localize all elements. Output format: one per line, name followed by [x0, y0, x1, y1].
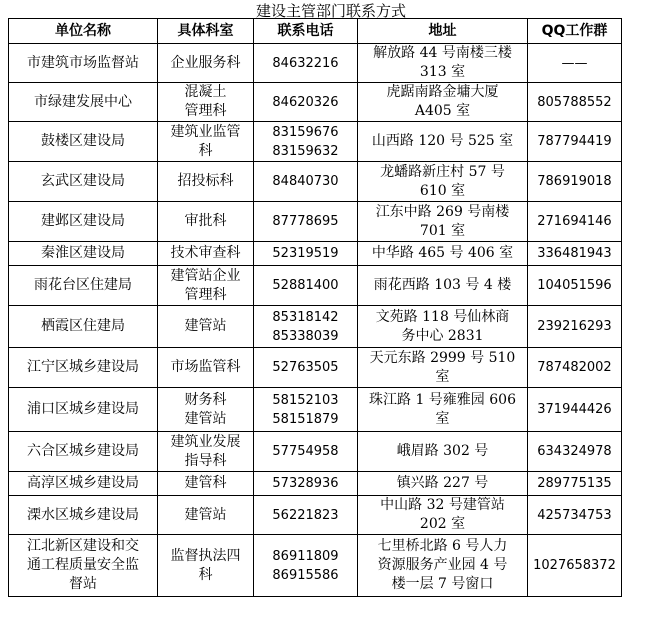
table-row: [9, 162, 622, 202]
table-row: [9, 388, 622, 432]
table-row: [9, 83, 622, 122]
qq-cell: 787482002: [528, 348, 622, 388]
table-body: [9, 44, 622, 597]
qq-cell: 787794419: [528, 122, 622, 162]
qq-cell: 239216293: [528, 306, 622, 348]
address-cell: 天元东路 2999 号 510 室: [358, 348, 528, 388]
unit-cell: 雨花台区住建局: [9, 266, 158, 306]
header-qq: QQ工作群: [528, 19, 622, 44]
dept-cell: 建管科: [158, 472, 254, 496]
unit-cell: 六合区城乡建设局: [9, 432, 158, 472]
address-cell: 江东中路 269 号南楼 701 室: [358, 202, 528, 242]
unit-cell: 市建筑市场监督站: [9, 44, 158, 83]
unit-cell: 建邺区建设局: [9, 202, 158, 242]
address-cell: 山西路 120 号 525 室: [358, 122, 528, 162]
dept-cell: 混凝土 管理科: [158, 83, 254, 122]
phone-cell: 86911809 86915586: [254, 535, 358, 597]
address-cell: 七里桥北路 6 号人力 资源服务产业园 4 号 楼一层 7 号窗口: [358, 535, 528, 597]
address-cell: 解放路 44 号南楼三楼 313 室: [358, 44, 528, 83]
unit-cell: 玄武区建设局: [9, 162, 158, 202]
address-cell: 中山路 32 号建管站 202 室: [358, 496, 528, 535]
table-row: [9, 266, 622, 306]
dept-cell: 建筑业监管 科: [158, 122, 254, 162]
phone-cell: 85318142 85338039: [254, 306, 358, 348]
phone-cell: 56221823: [254, 496, 358, 535]
dept-cell: 企业服务科: [158, 44, 254, 83]
header-phone: 联系电话: [254, 19, 358, 44]
dept-cell: 审批科: [158, 202, 254, 242]
table-row: [9, 202, 622, 242]
table-row: [9, 348, 622, 388]
phone-cell: 57754958: [254, 432, 358, 472]
phone-cell: 57328936: [254, 472, 358, 496]
table-row: [9, 472, 622, 496]
qq-cell: 425734753: [528, 496, 622, 535]
phone-cell: 58152103 58151879: [254, 388, 358, 432]
header-dept: 具体科室: [158, 19, 254, 44]
phone-cell: 84632216: [254, 44, 358, 83]
table-caption: 建设主管部门联系方式: [255, 2, 406, 20]
header-address: 地址: [358, 19, 528, 44]
qq-cell: 805788552: [528, 83, 622, 122]
address-cell: 文苑路 118 号仙林商 务中心 2831: [358, 306, 528, 348]
dept-cell: 监督执法四 科: [158, 535, 254, 597]
qq-cell: 634324978: [528, 432, 622, 472]
address-cell: 峨眉路 302 号: [358, 432, 528, 472]
dept-cell: 建管站: [158, 306, 254, 348]
header-unit: 单位名称: [9, 19, 158, 44]
address-cell: 龙蟠路新庄村 57 号 610 室: [358, 162, 528, 202]
unit-cell: 市绿建发展中心: [9, 83, 158, 122]
qq-cell: 786919018: [528, 162, 622, 202]
table-row: [9, 122, 622, 162]
header-row: [9, 19, 622, 44]
unit-cell: 鼓楼区建设局: [9, 122, 158, 162]
phone-cell: 52881400: [254, 266, 358, 306]
phone-cell: 83159676 83159632: [254, 122, 358, 162]
table-row: [9, 496, 622, 535]
table-row: [9, 432, 622, 472]
address-cell: 珠江路 1 号雍雅园 606 室: [358, 388, 528, 432]
dept-cell: 财务科 建管站: [158, 388, 254, 432]
address-cell: 虎踞南路金墉大厦 A405 室: [358, 83, 528, 122]
unit-cell: 栖霞区住建局: [9, 306, 158, 348]
table-row: [9, 306, 622, 348]
address-cell: 雨花西路 103 号 4 楼: [358, 266, 528, 306]
qq-cell: 336481943: [528, 242, 622, 266]
table-row: [9, 535, 622, 597]
dept-cell: 建管站: [158, 496, 254, 535]
table-row: [9, 44, 622, 83]
unit-cell: 浦口区城乡建设局: [9, 388, 158, 432]
table-row: [9, 242, 622, 266]
dept-cell: 招投标科: [158, 162, 254, 202]
unit-cell: 溧水区城乡建设局: [9, 496, 158, 535]
qq-cell: 371944426: [528, 388, 622, 432]
unit-cell: 江北新区建设和交 通工程质量安全监 督站: [9, 535, 158, 597]
qq-cell: ——: [528, 44, 622, 83]
dept-cell: 技术审查科: [158, 242, 254, 266]
phone-cell: 87778695: [254, 202, 358, 242]
phone-cell: 84620326: [254, 83, 358, 122]
unit-cell: 秦淮区建设局: [9, 242, 158, 266]
phone-cell: 84840730: [254, 162, 358, 202]
phone-cell: 52763505: [254, 348, 358, 388]
address-cell: 中华路 465 号 406 室: [358, 242, 528, 266]
address-cell: 镇兴路 227 号: [358, 472, 528, 496]
dept-cell: 建筑业发展 指导科: [158, 432, 254, 472]
qq-cell: 289775135: [528, 472, 622, 496]
dept-cell: 建管站企业 管理科: [158, 266, 254, 306]
phone-cell: 52319519: [254, 242, 358, 266]
unit-cell: 高淳区城乡建设局: [9, 472, 158, 496]
qq-cell: 271694146: [528, 202, 622, 242]
contact-table: [8, 18, 622, 597]
qq-cell: 104051596: [528, 266, 622, 306]
qq-cell: 1027658372: [528, 535, 622, 597]
dept-cell: 市场监管科: [158, 348, 254, 388]
unit-cell: 江宁区城乡建设局: [9, 348, 158, 388]
